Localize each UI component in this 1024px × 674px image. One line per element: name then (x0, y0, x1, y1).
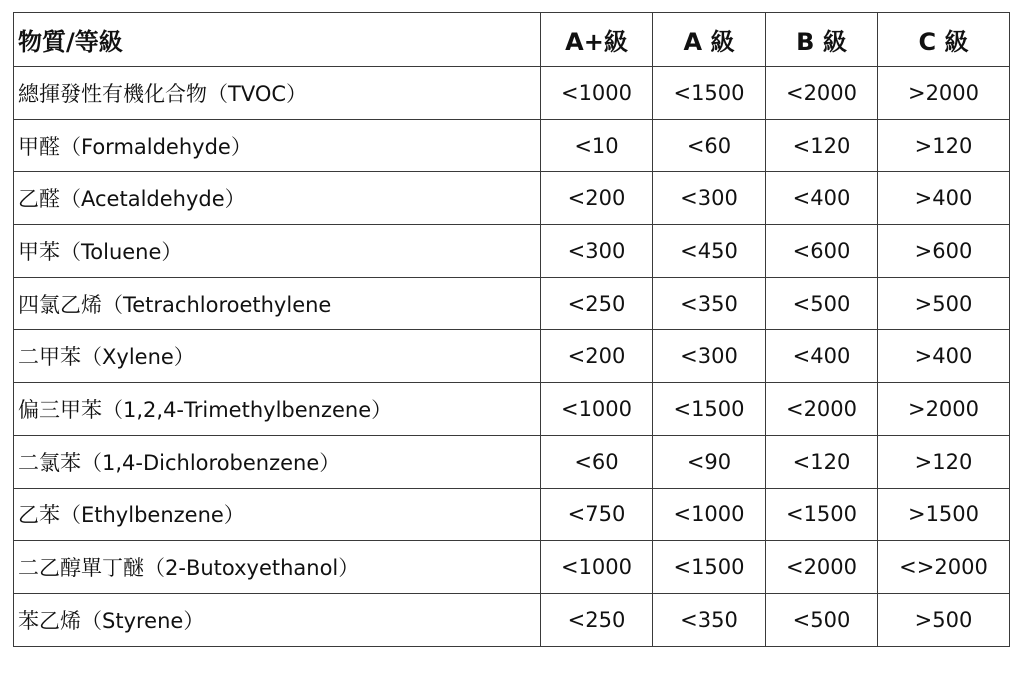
value-c: >120 (878, 435, 1010, 488)
table-body (14, 67, 1010, 647)
table-row (14, 225, 1010, 278)
value-a: <300 (653, 330, 766, 383)
value-a-plus: <60 (541, 435, 653, 488)
substance-name: 乙苯（Ethylbenzene） (14, 488, 541, 541)
value-a-plus: <200 (541, 172, 653, 225)
substance-name: 二氯苯（1,4-Dichlorobenzene） (14, 435, 541, 488)
value-a: <300 (653, 172, 766, 225)
table-row (14, 277, 1010, 330)
voc-grade-table (13, 12, 1010, 647)
substance-name: 二乙醇單丁醚（2-Butoxyethanol） (14, 541, 541, 594)
value-a-plus: <250 (541, 277, 653, 330)
value-c: >1500 (878, 488, 1010, 541)
table-row (14, 383, 1010, 436)
value-c: >400 (878, 172, 1010, 225)
substance-name: 乙醛（Acetaldehyde） (14, 172, 541, 225)
value-c: >400 (878, 330, 1010, 383)
substance-name: 甲苯（Toluene） (14, 225, 541, 278)
header-grade-c: C 級 (878, 13, 1010, 67)
header-grade-a: A 級 (653, 13, 766, 67)
substance-name: 二甲苯（Xylene） (14, 330, 541, 383)
substance-name: 總揮發性有機化合物（TVOC） (14, 67, 541, 120)
value-c: >500 (878, 277, 1010, 330)
value-b: <1500 (766, 488, 878, 541)
value-c: >600 (878, 225, 1010, 278)
table-row (14, 435, 1010, 488)
value-a: <1500 (653, 541, 766, 594)
value-a: <350 (653, 593, 766, 646)
value-b: <2000 (766, 541, 878, 594)
header-substance-grade: 物質/等級 (14, 13, 541, 67)
value-c: >120 (878, 119, 1010, 172)
value-b: <2000 (766, 67, 878, 120)
value-a-plus: <10 (541, 119, 653, 172)
header-grade-b: B 級 (766, 13, 878, 67)
value-b: <120 (766, 435, 878, 488)
value-c: <>2000 (878, 541, 1010, 594)
value-a: <1500 (653, 67, 766, 120)
substance-name: 四氯乙烯（Tetrachloroethylene (14, 277, 541, 330)
value-a-plus: <300 (541, 225, 653, 278)
value-b: <120 (766, 119, 878, 172)
value-a-plus: <1000 (541, 67, 653, 120)
value-b: <600 (766, 225, 878, 278)
value-a: <450 (653, 225, 766, 278)
value-a: <60 (653, 119, 766, 172)
substance-name: 苯乙烯（Styrene） (14, 593, 541, 646)
value-c: >500 (878, 593, 1010, 646)
table-row (14, 119, 1010, 172)
value-a-plus: <250 (541, 593, 653, 646)
value-b: <500 (766, 277, 878, 330)
value-b: <2000 (766, 383, 878, 436)
value-a-plus: <1000 (541, 383, 653, 436)
table-row (14, 593, 1010, 646)
header-row (14, 13, 1010, 67)
value-a-plus: <750 (541, 488, 653, 541)
value-c: >2000 (878, 383, 1010, 436)
value-b: <400 (766, 172, 878, 225)
value-c: >2000 (878, 67, 1010, 120)
value-a: <1500 (653, 383, 766, 436)
header-grade-a-plus: A+級 (541, 13, 653, 67)
table-row (14, 172, 1010, 225)
value-b: <500 (766, 593, 878, 646)
value-a: <90 (653, 435, 766, 488)
table-row (14, 330, 1010, 383)
table-row (14, 67, 1010, 120)
value-a: <350 (653, 277, 766, 330)
value-a-plus: <1000 (541, 541, 653, 594)
substance-name: 偏三甲苯（1,2,4-Trimethylbenzene） (14, 383, 541, 436)
table-row (14, 541, 1010, 594)
substance-name: 甲醛（Formaldehyde） (14, 119, 541, 172)
value-a-plus: <200 (541, 330, 653, 383)
value-b: <400 (766, 330, 878, 383)
table-row (14, 488, 1010, 541)
value-a: <1000 (653, 488, 766, 541)
